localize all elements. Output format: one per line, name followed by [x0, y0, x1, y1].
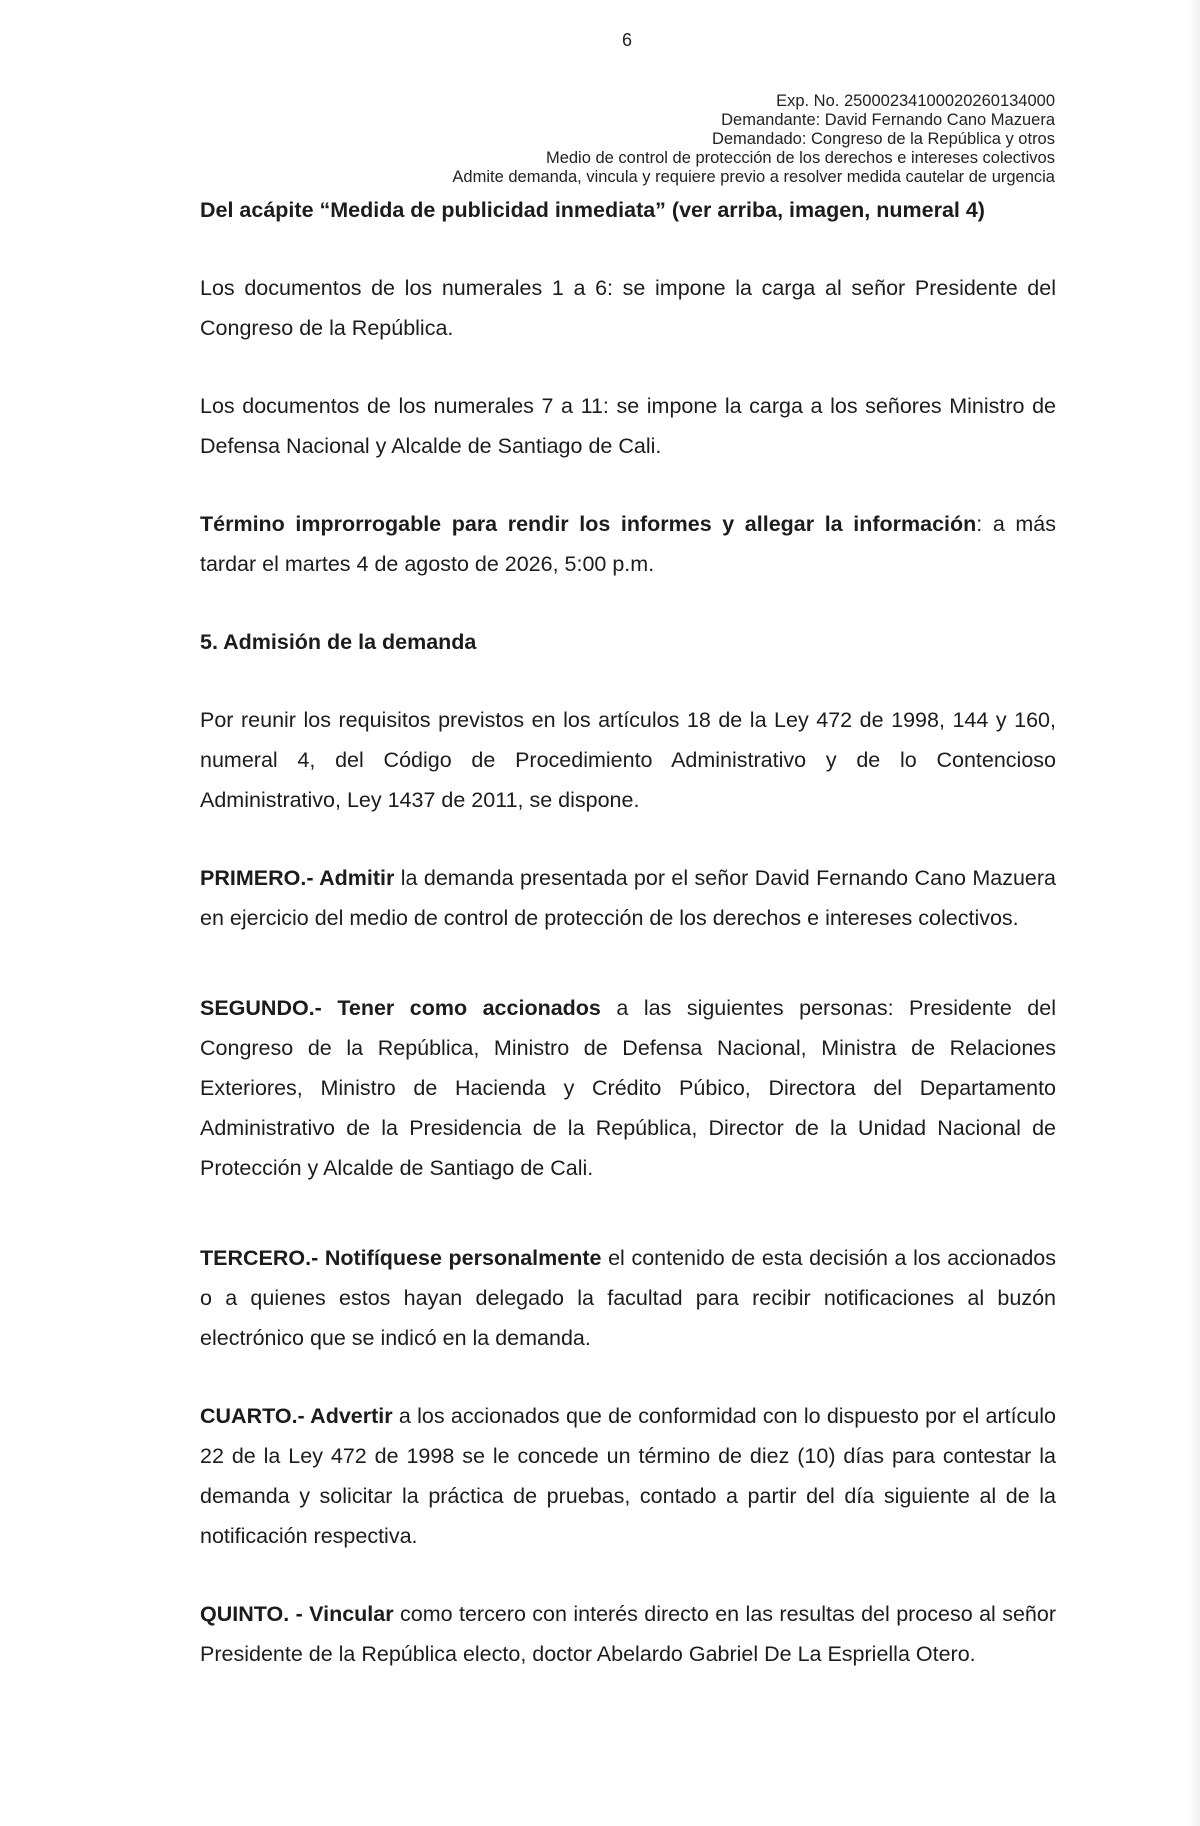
header-case-number: Exp. No. 25000234100020260134000: [776, 92, 1055, 110]
quinto-label: QUINTO. - Vincular: [200, 1602, 394, 1626]
cuarto-label: CUARTO.- Advertir: [200, 1404, 393, 1428]
section-5-title: 5. Admisión de la demanda: [200, 630, 477, 654]
tercero-text: el contenido de esta decisión a los accionados o a quienes estos hayan delegado la facultad para recibir notificaciones al buzón electrónico que se indicó en la demanda.: [200, 1246, 1056, 1350]
deadline-label: Término improrrogable para rendir los informes y allegar la información: [200, 512, 977, 536]
resolution-tercero: [200, 1238, 1056, 1358]
paragraph-deadline: [200, 504, 1056, 584]
resolution-quinto: [200, 1594, 1056, 1674]
header-plaintiff: Demandante: David Fernando Cano Mazuera: [721, 111, 1055, 129]
primero-label: PRIMERO.- Admitir: [200, 866, 395, 890]
paragraph-documents-1-6: Los documentos de los numerales 1 a 6: se impone la carga al señor Presidente del Congreso de la República.: [200, 276, 1056, 340]
quinto-text: como tercero con interés directo en las resultas del proceso al señor Presidente de la República electo, doctor Abelardo Gabriel De La Espriella Otero.: [200, 1602, 1056, 1666]
resolution-segundo: [200, 988, 1056, 1188]
header-subject: Admite demanda, vincula y requiere previo a resolver medida cautelar de urgencia: [452, 168, 1055, 186]
document-body: [200, 190, 1056, 1674]
page-number: 6: [621, 30, 632, 50]
segundo-text: a las siguientes personas: Presidente del Congreso de la República, Ministro de Defensa Nacional, Ministra de Relaciones Exteriores, Ministro de Hacienda y Crédito Púbico, Directora del Departamento Administrativo de la Presidencia de la República, Director de la Unidad Nacional de Protección y Alcalde de Santiago de Cali.: [200, 996, 1056, 1180]
paragraph-requirements: Por reunir los requisitos previstos en los artículos 18 de la Ley 472 de 1998, 144 y 160, numeral 4, del Código de Procedimiento Administrativo y de lo Contencioso Administrativo, Ley 1437 de 2011, se dispone.: [200, 708, 1056, 812]
page-edge-shadow: [1186, 0, 1200, 1826]
case-header: [452, 92, 1055, 187]
header-control-medium: Medio de control de protección de los derechos e intereses colectivos: [545, 149, 1055, 167]
resolution-primero: [200, 858, 1056, 938]
deadline-text: : a más tardar el martes 4 de agosto de 2026, 5:00 p.m.: [200, 512, 1056, 576]
cuarto-text: a los accionados que de conformidad con lo dispuesto por el artículo 22 de la Ley 472 de 1998 se le concede un término de diez (10) días para contestar la demanda y solicitar la práctica de pruebas, contado a partir del día siguiente al de la notificación respectiva.: [200, 1404, 1057, 1548]
header-defendant: Demandado: Congreso de la República y otros: [711, 130, 1055, 148]
tercero-label: TERCERO.- Notifíquese personalmente: [200, 1246, 602, 1270]
section-heading: Del acápite “Medida de publicidad inmediata” (ver arriba, imagen, numeral 4): [200, 198, 985, 222]
resolution-cuarto: [200, 1396, 1056, 1556]
paragraph-documents-7-11: Los documentos de los numerales 7 a 11: se impone la carga a los señores Ministro de Defensa Nacional y Alcalde de Santiago de Cali.: [200, 394, 1056, 458]
primero-text: la demanda presentada por el señor David Fernando Cano Mazuera en ejercicio del medio de control de protección de los derechos e intereses colectivos.: [200, 866, 1056, 930]
segundo-label: SEGUNDO.- Tener como accionados: [200, 996, 601, 1020]
